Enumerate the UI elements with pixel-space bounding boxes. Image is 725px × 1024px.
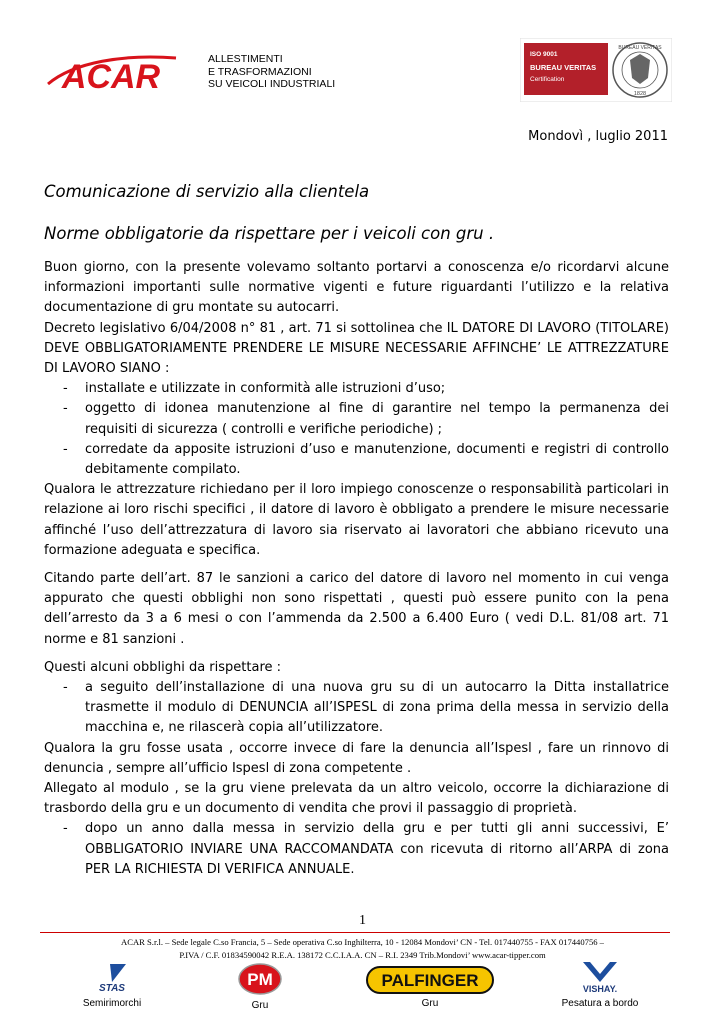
partner-caption: Semirimorchi [82, 998, 142, 1009]
paragraph: Qualora la gru fosse usata , occorre invece di fare la denuncia all’Ispesl , fare un rinnovo di denuncia , sempre all’ufficio Ispesl di zona competente . [44, 740, 669, 776]
list-item: - corredate da apposite istruzioni d’uso e manutenzione, documenti e registri di controllo debitamente compilato. [63, 441, 669, 478]
date-line: Mondovì , luglio 2011 [528, 129, 668, 144]
list-dash: - [63, 680, 68, 696]
cert-ring-text: BUREAU VERITAS [618, 45, 662, 51]
svg-text:STAS: STAS [99, 983, 125, 994]
paragraph: Qualora le attrezzature richiedano per il loro impiego conoscenze o responsabilità particolari in relazione ai loro rischi specifici , il datore di lavoro è obbligato a prendere le misure necessarie affinché l’uso dell’attrezzatura di lavoro sia riservato ai lavoratori che abbiano ricevuto una formazione adeguata e specifica. [44, 482, 669, 558]
obligations-list [44, 678, 669, 739]
acar-logo [44, 48, 179, 96]
svg-text:PALFINGER: PALFINGER [381, 971, 479, 990]
paragraph: Decreto legislativo 6/04/2008 n° 81 , art. 71 si sottolinea che IL DATORE DI LAVORO (TITOLARE) DEVE OBBLIGATORIAMENTE PRENDERE LE MISURE NECESSARIE AFFINCHE’ LE ATTREZZATURE DI LAVORO SIANO : [44, 320, 669, 377]
list-dash: - [63, 401, 68, 417]
company-line: SU VEICOLI INDUSTRIALI [208, 78, 336, 90]
partner-palfinger [362, 966, 498, 1009]
partner-caption: Pesatura a bordo [561, 998, 639, 1009]
company-line: ALLESTIMENTI [208, 53, 283, 65]
partner-pm [220, 962, 300, 1011]
footer-divider [40, 932, 670, 933]
list-dash: - [63, 821, 68, 837]
list-item: - installate e utilizzate in conformità alle istruzioni d’uso; [44, 379, 669, 399]
partner-caption: Gru [251, 1000, 269, 1011]
company-line: E TRASFORMAZIONI [208, 65, 312, 78]
list-dash: - [63, 441, 68, 457]
cert-iso: ISO 9001 [530, 51, 558, 58]
cert-year: 1828 [633, 91, 647, 97]
list-item: - dopo un anno dalla messa in servizio della gru e per tutti gli anni successivi, E’ OBBLIGATORIO INVIARE UNA RACCOMANDATA con ricevuta di ritorno all’ARPA di zona PER LA RICHIESTA DI VERIFICA ANNUALE. [63, 821, 669, 877]
page-number: 1 [359, 913, 366, 928]
cert-body: BUREAU VERITAS [530, 63, 597, 72]
palfinger-logo [366, 966, 494, 994]
partner-caption: Gru [421, 998, 439, 1009]
paragraph: Questi alcuni obblighi da rispettare : [44, 659, 282, 675]
partner-stas [72, 960, 152, 1009]
pm-logo [236, 962, 284, 996]
document-subtitle: Norme obbligatorie da rispettare per i veicoli con gru . [44, 224, 495, 243]
bureau-veritas-certification-badge [520, 38, 672, 102]
list-dash: - [63, 381, 68, 397]
paragraph: Allegato al modulo , se la gru viene prelevata da un altro veicolo, occorre la dichiarazione di trasbordo della gru e un documento di vendita che provi il passaggio di proprietà. [44, 781, 669, 817]
cert-label: Certification [530, 76, 565, 83]
paragraph: Citando parte dell’art. 87 le sanzioni a carico del datore di lavoro nel momento in cui venga appurato che questi obblighi non sono rispettati , questi può essere punito con la pena dell’arresto da 3 a 6 mesi o con l’ammenda da 2.500 a 6.400 Euro ( vedi D.L. 81/08 art. 71 norme e 81 sanzioni . [44, 571, 669, 647]
vishay-logo [575, 960, 625, 994]
partner-vishay [548, 960, 652, 1009]
paragraph: Buon giorno, con la presente volevamo soltanto portarvi a conoscenza e/o ricordarvi alcune informazioni importanti sulle normative vigenti e future riguardanti l’utilizzo e la relativa documentazione di gru montate su autocarri. [44, 260, 669, 316]
svg-text:VISHAY.: VISHAY. [582, 984, 618, 994]
footer-company-info: ACAR S.r.l. – Sede legale C.so Francia, 5 – Sede operativa C.so Inghilterra, 10 - 12084 Mondovi’ CN - Tel. 017440755 - FAX 017440756 – [121, 937, 604, 947]
obligations-list [44, 379, 669, 480]
document-title: Comunicazione di servizio alla clientela [44, 182, 370, 201]
obligations-list [44, 819, 669, 880]
list-item: - a seguito dell’installazione di una nuova gru su di un autocarro la Ditta installatrice trasmette il modulo di DENUNCIA all’ISPESL di zona prima della messa in servizio della macchina e, ne rilascerà copia all’utilizzatore. [63, 680, 669, 736]
svg-text:PM: PM [247, 970, 273, 989]
list-item: - oggetto di idonea manutenzione al fine di garantire nel tempo la permanenza dei requisiti di sicurezza ( controlli e verifiche periodiche) ; [63, 401, 669, 437]
company-description [208, 53, 335, 91]
logo-text: ACAR [61, 58, 161, 96]
footer-registration-info: P.IVA / C.F. 01834590042 R.E.A. 138172 C.C.I.A.A. CN – R.I. 2349 Trib.Mondovi’ www.acar-tipper.com [179, 950, 546, 960]
letter-body [44, 258, 669, 880]
stas-logo [82, 960, 142, 994]
